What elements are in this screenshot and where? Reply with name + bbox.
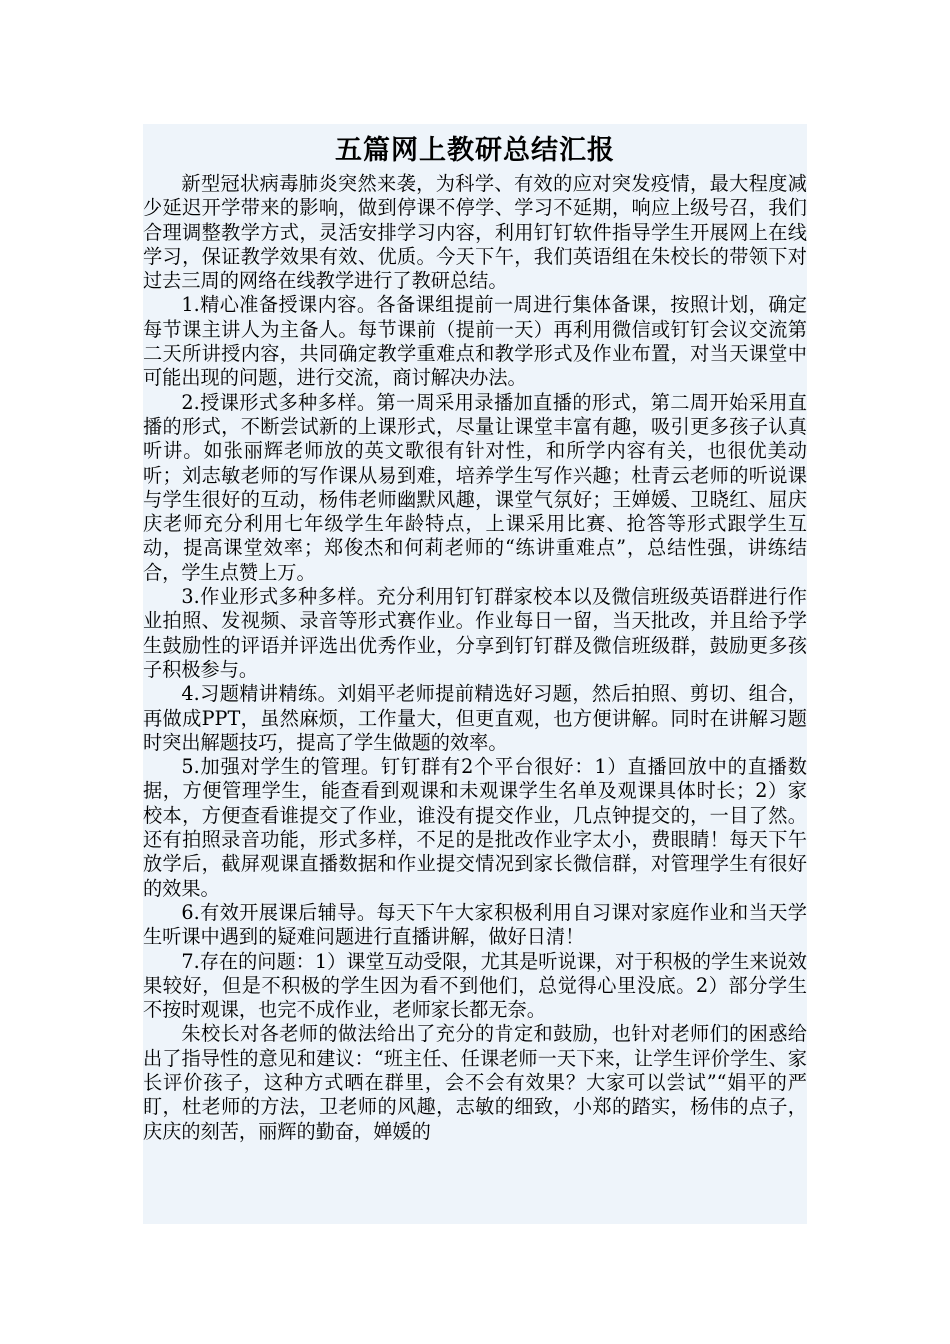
point-7-paragraph: 7.存在的问题：1）课堂互动受限，尤其是听说课，对于积极的学生来说效果较好，但是不积极的学生因为看不到他们，总觉得心里没底。2）部分学生不按时观课，也完不成作业，老师家长都无奈。 (143, 949, 807, 1022)
point-2-paragraph: 2.授课形式多种多样。第一周采用录播加直播的形式，第二周开始采用直播的形式，不断尝试新的上课形式，尽量让课堂丰富有趣，吸引更多孩子认真听讲。如张丽辉老师放的英文歌很有针对性，和所学内容有关，也很优美动听；刘志敏老师的写作课从易到难，培养学生写作兴趣；杜青云老师的听说课与学生很好的互动，杨伟老师幽默风趣，课堂气氛好；王婵媛、卫晓红、屈庆庆老师充分利用七年级学生年龄特点，上课采用比赛、抢答等形式跟学生互动，提高课堂效率；郑俊杰和何莉老师的“练讲重难点”，总结性强，讲练结合，学生点赞上万。 (143, 390, 807, 584)
point-3-paragraph: 3.作业形式多种多样。充分利用钉钉群家校本以及微信班级英语群进行作业拍照、发视频、录音等形式赛作业。作业每日一留，当天批改，并且给予学生鼓励性的评语并评选出优秀作业，分享到钉钉群及微信班级群，鼓励更多孩子积极参与。 (143, 585, 807, 681)
document-body (143, 172, 807, 1144)
point-4-paragraph: 4.习题精讲精练。刘娟平老师提前精选好习题，然后拍照、剪切、组合，再做成PPT，虽然麻烦，工作量大，但更直观，也方便讲解。同时在讲解习题时突出解题技巧，提高了学生做题的效率。 (143, 682, 807, 754)
point-5-paragraph: 5.加强对学生的管理。钉钉群有2个平台很好：1）直播回放中的直播数据，方便管理学生，能查看到观课和未观课学生名单及观课具体时长；2）家校本，方便查看谁提交了作业，谁没有提交作业，几点钟提交的，一目了然。还有拍照录音功能，形式多样，不足的是批改作业字太小，费眼睛！每天下午放学后，截屏观课直播数据和作业提交情况到家长微信群，对管理学生有很好的效果。 (143, 755, 807, 900)
principal-feedback-paragraph: 朱校长对各老师的做法给出了充分的肯定和鼓励，也针对老师们的困惑给出了指导性的意见和建议：“班主任、任课老师一天下来，让学生评价学生、家长评价孩子，这种方式晒在群里，会不会有效果？大家可以尝试”“娟平的严盯，杜老师的方法，卫老师的风趣，志敏的细致，小郑的踏实，杨伟的点子，庆庆的刻苦，丽辉的勤奋，婵媛的 (143, 1022, 807, 1143)
document-page (143, 124, 807, 1224)
point-1-paragraph: 1.精心准备授课内容。各备课组提前一周进行集体备课，按照计划，确定每节课主讲人为主备人。每节课前（提前一天）再利用微信或钉钉会议交流第二天所讲授内容，共同确定教学重难点和教学形式及作业布置，对当天课堂中可能出现的问题，进行交流，商讨解决办法。 (143, 293, 807, 390)
point-6-paragraph: 6.有效开展课后辅导。每天下午大家积极利用自习课对家庭作业和当天学生听课中遇到的疑难问题进行直播讲解，做好日清！ (143, 900, 807, 949)
intro-paragraph: 新型冠状病毒肺炎突然来袭，为科学、有效的应对突发疫情，最大程度减少延迟开学带来的影响，做到停课不停学、学习不延期，响应上级号召，我们合理调整教学方式，灵活安排学习内容，利用钉钉软件指导学生开展网上在线学习，保证教学效果有效、优质。今天下午，我们英语组在朱校长的带领下对过去三周的网络在线教学进行了教研总结。 (143, 172, 807, 293)
document-title: 五篇网上教研总结汇报 (335, 135, 615, 166)
